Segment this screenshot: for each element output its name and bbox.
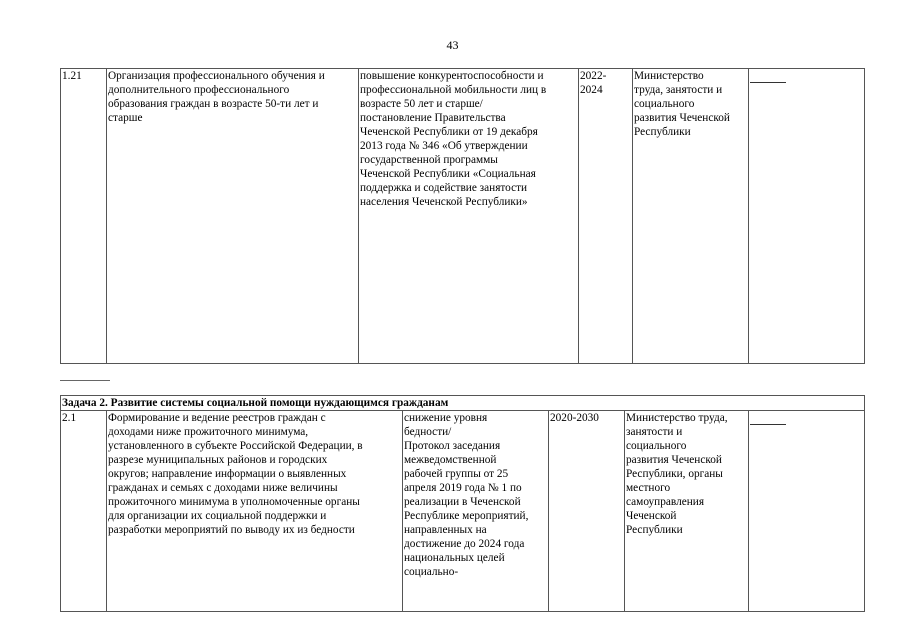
result-line: Чеченской Республики от 19 декабря (360, 126, 538, 138)
result-line: национальных целей (404, 552, 505, 564)
row-number: 1.21 (62, 70, 82, 82)
measures-table-2 (60, 395, 865, 612)
separator-line (60, 380, 110, 381)
executor-line: развития Чеченской (626, 454, 722, 466)
period: 2020-2030 (550, 412, 599, 424)
result-line: поддержка и содействие занятости (360, 182, 528, 194)
executor-cell (625, 411, 749, 612)
result-line: бедности/ (404, 426, 452, 438)
section-title: Задача 2. Развитие системы социальной помощи нуждающимся гражданам (61, 396, 865, 411)
executor-line: занятости и (626, 426, 683, 438)
cell-underline (750, 424, 786, 425)
result-line: снижение уровня (404, 412, 488, 424)
executor-line: Министерство (634, 70, 704, 82)
period-cell (579, 69, 633, 364)
executor-line: Чеченской (626, 510, 677, 522)
result-line: профессиональной мобильности лиц в (360, 84, 547, 96)
result-line: межведомственной (404, 454, 497, 466)
executor-line: социального (626, 440, 687, 452)
measure-line: установленного в субъекте Российской Федерации, в (108, 440, 363, 452)
executor-line: местного (626, 482, 671, 494)
section-header-row (61, 396, 865, 411)
table-row (61, 69, 865, 364)
result-line: реализации в Чеченской (404, 496, 521, 508)
executor-line: социального (634, 98, 695, 110)
result-cell (359, 69, 579, 364)
page-number: 43 (446, 38, 459, 52)
period-line: 2022- (580, 70, 607, 82)
row-number-cell (61, 411, 107, 612)
extra-cell (749, 69, 865, 364)
measure-line: Организация профессионального обучения и (108, 70, 325, 82)
measure-line: дополнительного профессионального (108, 84, 290, 96)
measure-line: старше (108, 112, 143, 124)
executor-line: Министерство труда, (626, 412, 728, 424)
result-line: 2013 года № 346 «Об утверждении (360, 140, 528, 152)
executor-line: развития Чеченской (634, 112, 730, 124)
executor-line: труда, занятости и (634, 84, 723, 96)
result-line: апреля 2019 года № 1 по (404, 482, 522, 494)
result-line: возрасте 50 лет и старше/ (360, 98, 483, 110)
executor-line: Республики, органы (626, 468, 723, 480)
row-number: 2.1 (62, 412, 77, 424)
result-line: населения Чеченской Республики» (360, 196, 528, 208)
measure-line: разработки мероприятий по выводу их из бедности (108, 524, 355, 536)
measure-cell (107, 69, 359, 364)
result-line: Чеченской Республики «Социальная (360, 168, 536, 180)
period-cell (549, 411, 625, 612)
measure-line: округов; направление информации о выявленных (108, 468, 347, 480)
executor-line: Республики (626, 524, 683, 536)
measure-line: образования граждан в возрасте 50-ти лет и (108, 98, 319, 110)
measure-line: доходами ниже прожиточного минимума, (108, 426, 309, 438)
measures-table-1 (60, 68, 865, 364)
result-line: Протокол заседания (404, 440, 501, 452)
measure-line: Формирование и ведение реестров граждан с (108, 412, 326, 424)
table-row (61, 411, 865, 612)
measure-line: прожиточного минимума в уполномоченные органы (108, 496, 360, 508)
cell-underline (750, 82, 786, 83)
result-cell (403, 411, 549, 612)
measure-cell (107, 411, 403, 612)
executor-line: самоуправления (626, 496, 705, 508)
row-number-cell (61, 69, 107, 364)
result-line: постановление Правительства (360, 112, 506, 124)
extra-cell (749, 411, 865, 612)
result-line: направленных на (404, 524, 487, 536)
measure-line: для организации их социальной поддержки и (108, 510, 327, 522)
period-line: 2024 (580, 84, 603, 96)
measure-line: гражданах и семьях с доходами ниже величины (108, 482, 338, 494)
result-line: государственной программы (360, 154, 498, 166)
result-line: социально- (404, 566, 459, 578)
result-line: рабочей группы от 25 (404, 468, 509, 480)
executor-line: Республики (634, 126, 691, 138)
result-line: Республике мероприятий, (404, 510, 529, 522)
measure-line: разрезе муниципальных районов и городских (108, 454, 328, 466)
result-line: достижение до 2024 года (404, 538, 525, 550)
executor-cell (633, 69, 749, 364)
result-line: повышение конкурентоспособности и (360, 70, 544, 82)
